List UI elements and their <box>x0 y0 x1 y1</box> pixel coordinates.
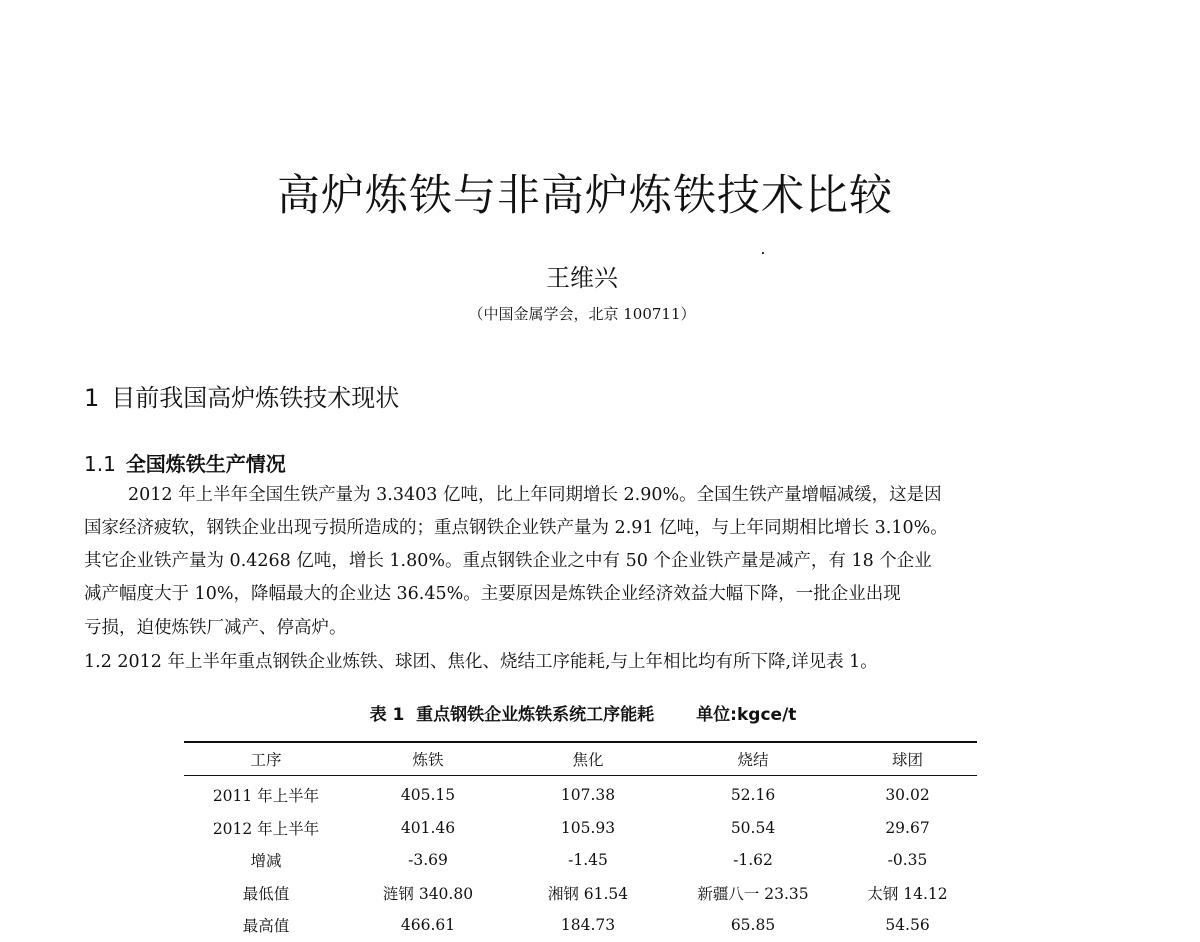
author-affiliation: （中国金属学会，北京 100711） <box>468 305 696 323</box>
table-cell: 涟钢 340.80 <box>382 884 474 903</box>
table-cell: 29.67 <box>885 818 930 837</box>
table-cell: 50.54 <box>730 818 776 837</box>
table-caption <box>0 700 1166 725</box>
table-caption-title: 表 1 重点钢铁企业炼铁系统工序能耗 <box>369 705 655 725</box>
energy-consumption-table <box>184 743 977 942</box>
subsection-heading-1-1 <box>84 448 286 477</box>
table-header-cell: 焦化 <box>572 751 604 769</box>
table-cell: 2011 年上半年 <box>212 787 320 806</box>
paper-title: 高炉炼铁与非高炉炼铁技术比较 <box>277 171 893 221</box>
subsection-1-2-line: 1.2 2012 年上半年重点钢铁企业炼铁、球团、焦化、烧结工序能耗,与上年相比均有所下降,详见表 1。 <box>84 652 878 672</box>
table-row <box>184 909 977 942</box>
paragraph-line: 国家经济疲软，钢铁企业出现亏损所造成的；重点钢铁企业铁产量为 2.91 亿吨，与上年同期相比增长 3.10%。 <box>84 518 948 538</box>
table-row <box>184 844 977 877</box>
table-row <box>184 877 977 910</box>
table-cell: 105.93 <box>560 818 616 837</box>
paragraph-line: 其它企业铁产量为 0.4268 亿吨，增长 1.80%。重点钢铁企业之中有 50 个企业铁产量是减产，有 18 个企业 <box>84 551 932 571</box>
table-cell: 401.46 <box>400 818 456 837</box>
scan-speck <box>762 252 764 254</box>
table-cell: 52.16 <box>730 786 776 805</box>
table-header-cell: 烧结 <box>737 751 769 769</box>
table-row <box>184 812 977 845</box>
table-cell: 太钢 14.12 <box>867 884 948 903</box>
table-cell: 湘钢 61.54 <box>547 884 629 903</box>
table-cell: 405.15 <box>400 786 456 805</box>
table-header-row <box>184 743 977 775</box>
table-cell: 107.38 <box>560 786 616 805</box>
table-cell: 184.73 <box>560 916 616 935</box>
section-number: 1 <box>84 384 100 412</box>
table-cell: 增减 <box>250 852 282 871</box>
table-cell: 30.02 <box>885 786 930 805</box>
table-cell: 466.61 <box>400 916 456 935</box>
table-header-cell: 工序 <box>250 751 282 769</box>
table-cell: -0.35 <box>887 851 928 870</box>
table-cell: -1.62 <box>733 851 773 870</box>
table-cell: 2012 年上半年 <box>212 819 320 838</box>
table-cell: 65.85 <box>730 916 776 935</box>
paragraph-line: 2012 年上半年全国生铁产量为 3.3403 亿吨，比上年同期增长 2.90%。全国生铁产量增幅减缓，这是因 <box>128 485 942 505</box>
table-cell: 54.56 <box>885 916 930 935</box>
table-cell: 最低值 <box>242 884 290 903</box>
table-unit: 单位:kgce/t <box>696 705 797 725</box>
table-row <box>184 775 977 812</box>
table-header-cell: 炼铁 <box>412 751 444 769</box>
subsection-number: 1.1 <box>84 452 116 476</box>
table-cell: 新疆八一 23.35 <box>697 884 809 903</box>
paragraph-line: 亏损，迫使炼铁厂减产、停高炉。 <box>84 618 347 638</box>
section-heading-1 <box>84 378 399 413</box>
author-name: 王维兴 <box>546 264 618 292</box>
table-cell: -3.69 <box>408 851 448 870</box>
table-cell: 最高值 <box>242 917 290 936</box>
paragraph-line: 减产幅度大于 10%，降幅最大的企业达 36.45%。主要原因是炼铁企业经济效益大幅下降，一批企业出现 <box>84 584 901 604</box>
section-title: 目前我国高炉炼铁技术现状 <box>111 384 400 412</box>
table-cell: -1.45 <box>568 851 608 870</box>
table-header-cell: 球团 <box>891 751 923 769</box>
subsection-title: 全国炼铁生产情况 <box>125 452 286 476</box>
